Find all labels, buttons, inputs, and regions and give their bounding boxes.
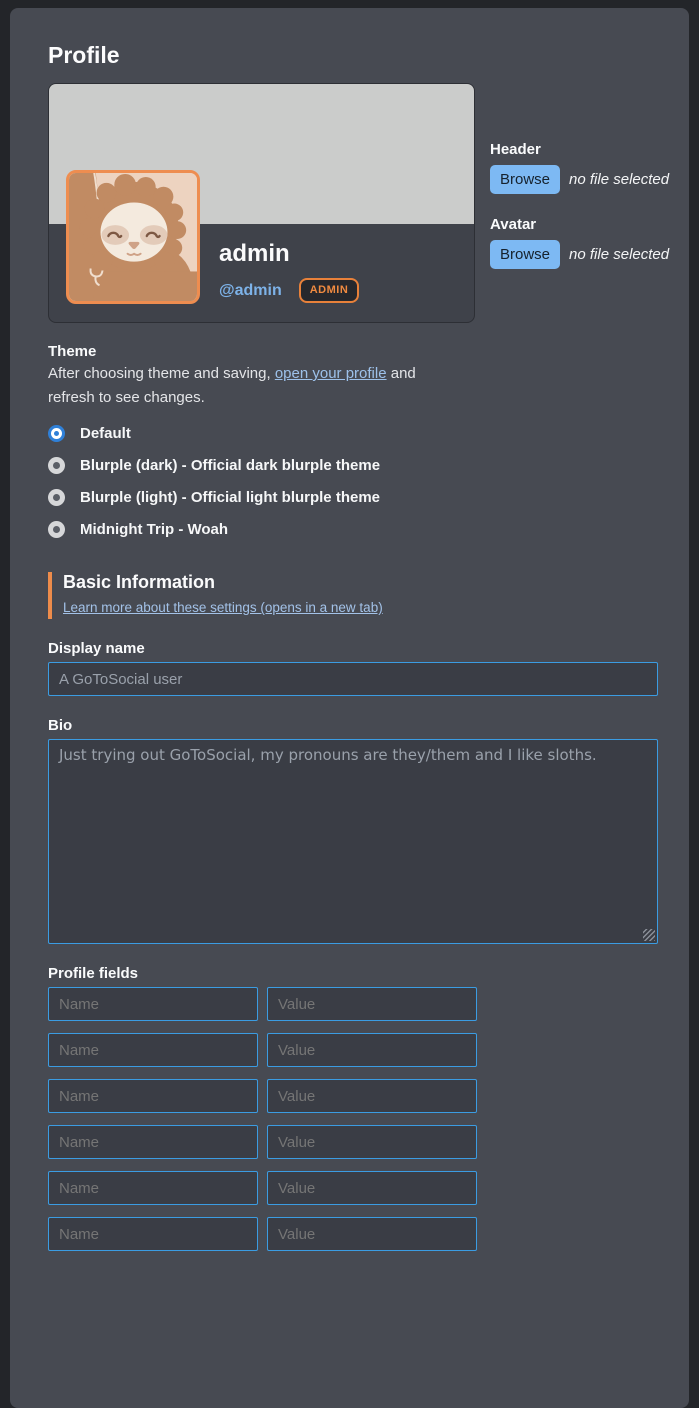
theme-description bbox=[48, 362, 498, 410]
header-upload-row bbox=[490, 165, 669, 194]
header-browse-button[interactable]: Browse bbox=[490, 165, 560, 194]
page-title: Profile bbox=[48, 42, 120, 68]
avatar-upload-row bbox=[490, 240, 669, 269]
upload-column bbox=[490, 83, 669, 291]
field-name-input[interactable] bbox=[48, 987, 258, 1021]
field-name-input[interactable] bbox=[48, 1125, 258, 1159]
theme-option[interactable] bbox=[48, 489, 658, 506]
basic-information-header bbox=[48, 572, 658, 619]
display-name-label: Display name bbox=[48, 640, 145, 657]
header-upload-label: Header bbox=[490, 141, 541, 158]
field-value-input[interactable] bbox=[267, 987, 477, 1021]
open-your-profile-link[interactable]: open your profile bbox=[274, 365, 387, 382]
profile-field-row bbox=[48, 1033, 658, 1067]
radio-button-icon[interactable] bbox=[48, 521, 65, 538]
profile-field-row bbox=[48, 987, 658, 1021]
field-name-input[interactable] bbox=[48, 1079, 258, 1113]
field-name-input[interactable] bbox=[48, 1033, 258, 1067]
avatar-upload-label: Avatar bbox=[490, 216, 537, 233]
bio-wrapper bbox=[48, 739, 658, 944]
bio-textarea[interactable] bbox=[48, 739, 658, 944]
theme-label: Theme bbox=[48, 343, 97, 360]
avatar-browse-button[interactable]: Browse bbox=[490, 240, 560, 269]
radio-button-icon[interactable] bbox=[48, 457, 65, 474]
theme-option[interactable] bbox=[48, 521, 658, 538]
field-name-input[interactable] bbox=[48, 1171, 258, 1205]
field-value-input[interactable] bbox=[267, 1217, 477, 1251]
avatar-image bbox=[66, 170, 200, 304]
field-value-input[interactable] bbox=[267, 1125, 477, 1159]
theme-option[interactable] bbox=[48, 425, 658, 442]
field-value-input[interactable] bbox=[267, 1079, 477, 1113]
role-badge: ADMIN bbox=[299, 278, 360, 303]
display-name-input[interactable] bbox=[48, 662, 658, 696]
avatar-file-status: no file selected bbox=[569, 246, 670, 263]
theme-desc-suffix: refresh to see changes. bbox=[48, 389, 205, 406]
basic-information-heading: Basic Information bbox=[63, 572, 216, 592]
field-name-input[interactable] bbox=[48, 1217, 258, 1251]
profile-preview-card bbox=[48, 83, 475, 323]
profile-fields-grid bbox=[48, 987, 658, 1251]
profile-field-row bbox=[48, 1079, 658, 1113]
field-value-input[interactable] bbox=[267, 1033, 477, 1067]
theme-option-label: Default bbox=[80, 425, 131, 442]
theme-option[interactable] bbox=[48, 457, 658, 474]
radio-button-icon[interactable] bbox=[48, 489, 65, 506]
theme-desc-mid: and bbox=[386, 365, 416, 382]
profile-preview-row bbox=[48, 83, 670, 323]
theme-option-label: Blurple (light) - Official light blurple theme bbox=[80, 489, 380, 506]
card-display-name: admin bbox=[219, 240, 290, 267]
profile-field-row bbox=[48, 1217, 658, 1251]
profile-field-row bbox=[48, 1171, 658, 1205]
theme-desc-prefix: After choosing theme and saving, bbox=[48, 365, 275, 382]
theme-options-group bbox=[48, 425, 658, 538]
theme-option-label: Midnight Trip - Woah bbox=[80, 521, 229, 538]
card-handle: @admin bbox=[219, 281, 282, 299]
bio-label: Bio bbox=[48, 717, 73, 734]
header-file-status: no file selected bbox=[569, 171, 670, 188]
sloth-illustration bbox=[69, 173, 197, 301]
theme-section bbox=[48, 343, 658, 538]
learn-more-link[interactable]: Learn more about these settings (opens in a new tab) bbox=[63, 600, 383, 615]
field-value-input[interactable] bbox=[267, 1171, 477, 1205]
settings-panel bbox=[10, 8, 689, 1408]
profile-field-row bbox=[48, 1125, 658, 1159]
profile-fields-label: Profile fields bbox=[48, 965, 139, 982]
theme-option-label: Blurple (dark) - Official dark blurple theme bbox=[80, 457, 381, 474]
radio-button-icon[interactable] bbox=[48, 425, 65, 442]
